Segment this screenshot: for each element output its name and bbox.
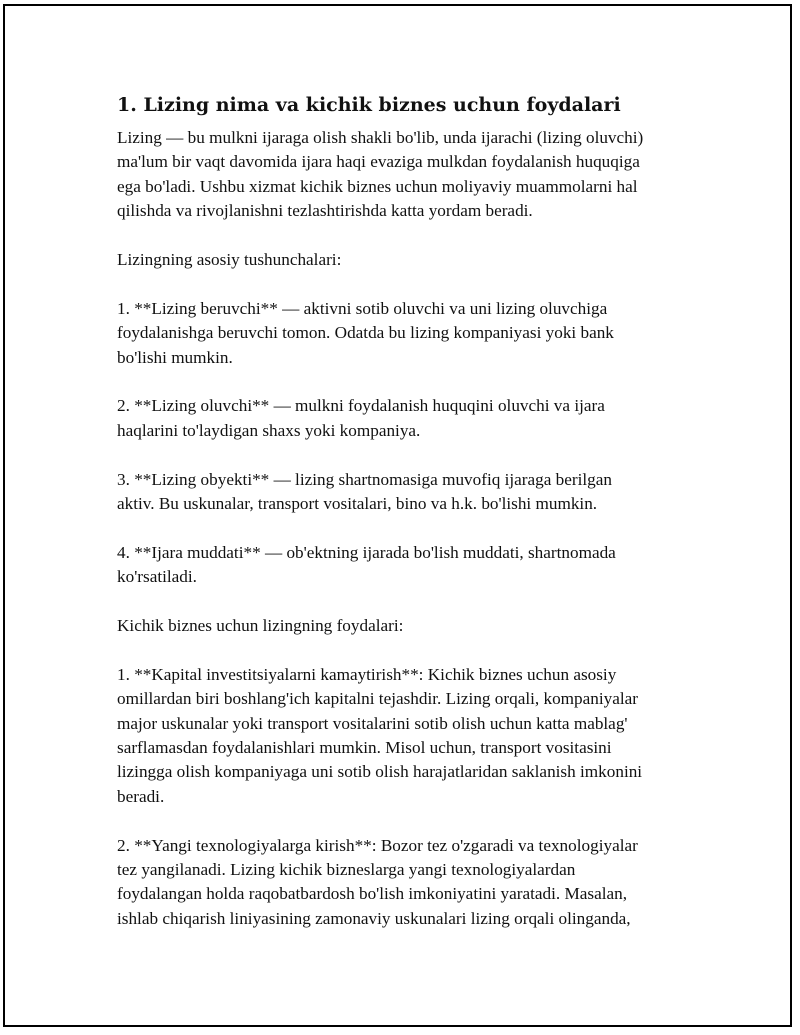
paragraph-intro: Lizing — bu mulkni ijaraga olish shakli bo'lib, unda ijarachi (lizing oluvchi) ma'lum bir vaqt davomida ijara haqi evaziga mulkdan foydalanish huquqiga ega bo'ladi. Ushbu xizmat kichik biznes uchun moliyaviy muammolarni hal qilishda va rivojlanishni tezlashtirishda katta yordam beradi. [117,128,644,221]
section-heading: 1. Lizing nima va kichik biznes uchun foydalari [117,94,621,116]
list-item-lessee: 2. **Lizing oluvchi** — mulkni foydalanish huquqini oluvchi va ijara haqlarini to'laydigan shaxs yoki kompaniya. [117,396,605,440]
paragraph-benefits-title: Kichik biznes uchun lizingning foydalari: [117,616,404,636]
list-item-capital-benefit: 1. **Kapital investitsiyalarni kamaytirish**: Kichik biznes uchun asosiy omillardan biri boshlang'ich kapitalni tejashdir. Lizing orqali, kompaniyalar major uskunalar yoki transport vositalarini sotib olish uchun katta mablag' sarflamasdan foydalanishlari mumkin. Misol uchun, transport vositasini lizingga olish kompaniyaga uni sotib olish harajatlaridan saklanish imkonini beradi. [117,664,643,806]
document-body [117,92,692,956]
list-item-technology-benefit: 2. **Yangi texnologiyalarga kirish**: Bozor tez o'zgaradi va texnologiyalar tez yangilanadi. Lizing kichik bizneslarga yangi texnologiyalardan foydalangan holda raqobatbardosh bo'lish imkoniyatini yaratadi. Masalan, ishlab chiqarish liniyasining zamonaviy uskunalari lizing orqali olinganda, [117,835,638,928]
list-item-lease-term: 4. **Ijara muddati** — ob'ektning ijarada bo'lish muddati, shartnomada ko'rsatiladi. [117,542,616,587]
list-item-leasing-object: 3. **Lizing obyekti** — lizing shartnomasiga muvofiq ijaraga berilgan aktiv. Bu uskunalar, transport vositalari, bino va h.k. bo'lishi mumkin. [117,469,612,514]
paragraph-concepts-title: Lizingning asosiy tushunchalari: [117,250,342,270]
list-item-lessor: 1. **Lizing beruvchi** — aktivni sotib oluvchi va uni lizing oluvchiga foydalanishga beruvchi tomon. Odatda bu lizing kompaniyasi yoki bank bo'lishi mumkin. [117,298,614,367]
